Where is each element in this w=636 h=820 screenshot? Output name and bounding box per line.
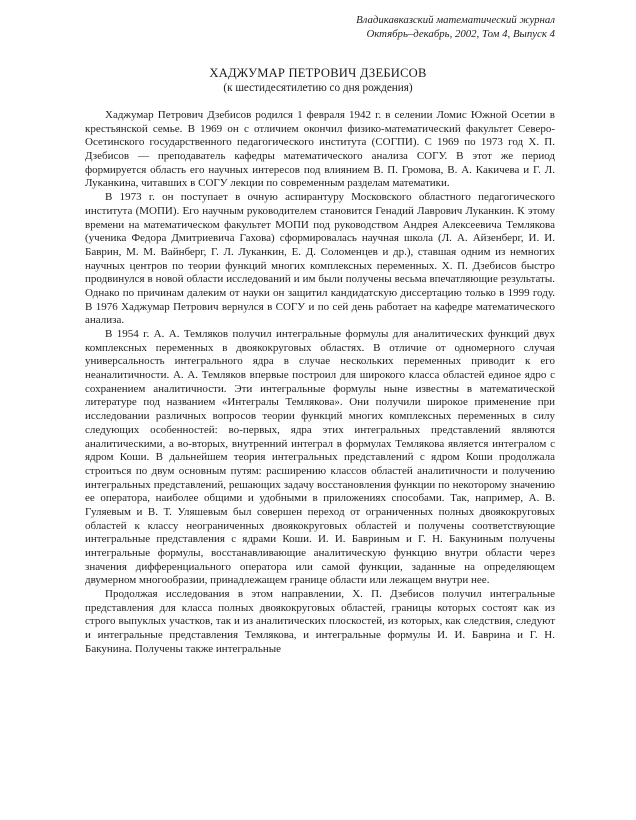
journal-issue-info: Октябрь–декабрь, 2002, Том 4, Выпуск 4 [366, 28, 555, 40]
article-paragraph: В 1954 г. А. А. Темляков получил интегральные формулы для аналитических функций двух комплексных переменных в двоякокруговых областях. В отличие от одномерного случая универсальность интегрального ядра в случае нескольких переменных приводит к его неаналитичности. А. А. Темляков впервые построил для широкого класса областей единое ядро с сохранением аналитичности. Эти интегральные формулы ныне известны в математической литературе под названием «Интегралы Темлякова». Они получили широкое применение при исследовании различных вопросов теории функций многих комплексных переменных в силу следующих особенностей: во-первых, ядра этих интегральных представлений являются аналитическими, а во-вторых, внутренний интеграл в формулах Темлякова является интегралом с ядром Коши. В дальнейшем теория интегральных представлений с ядром Коши продолжала строиться по двум основным путям: расширению классов областей аналитичности и получению интегральных представлений, решающих задачу восстановления функции по некоторому значению ее оператора, наиболее общими и удобными в приложениях способами. Так, например, А. В. Гуляевым и В. Т. Уляшевым был совершен переход от ограниченных полных двоякокруговых областей к классу неограниченных двоякокруговых областей и получены соответствующие интегральные представления с ядрами Коши. И. И. Бавриным и Г. Н. Бакуниным получены интегральные формулы, восстанавливающие аналитическую функцию внутри области через значения дифференциального оператора или самой функции, заданные на определяющем двумерном многообразии, принадлежащем границе области или лежащем внутри нее. [85, 328, 555, 587]
article-title-block [0, 66, 636, 95]
article-paragraph: Продолжая исследования в этом направлении, Х. П. Дзебисов получил интегральные представления для класса полных двоякокруговых областей, границы которых состоят как из строго выпуклых участков, так и из аналитических плоскостей, из которых, как следствия, следуют и интегральные представления Темлякова, и интегральные формулы И. И. Баврина и Г. Н. Бакунина. Получены также интегральные [85, 588, 555, 655]
article-title: ХАДЖУМАР ПЕТРОВИЧ ДЗЕБИСОВ [209, 66, 427, 80]
article-paragraph: Хаджумар Петрович Дзебисов родился 1 февраля 1942 г. в селении Ломис Южной Осетии в крестьянской семье. В 1969 он с отличием окончил физико-математический факультет Северо-Осетинского государственного педагогического института (СОГПИ). С 1969 по 1973 год Х. П. Дзебисов — преподаватель кафедры математического анализа СОГУ. В этот же период формируется область его научных интересов под влиянием В. П. Громова, В. А. Какичева и Г. Л. Луканкина, читавших в СОГУ лекции по современным разделам математики. [85, 109, 555, 190]
journal-title: Владикавказский математический журнал [356, 14, 555, 26]
article-paragraph: В 1973 г. он поступает в очную аспирантуру Московского областного педагогического института (МОПИ). Его научным руководителем становится Генадий Лаврович Луканкин. К этому времени на математическом факультет МОПИ под руководством Андрея Алексеевича Темлякова (ученика Федора Дмитриевича Гахова) сформировалась научная школа (Л. А. Айзенберг, И. И. Баврин, М. М. Вайнберг, Г. Л. Луканкин, Е. Д. Соломенцев и др.), ставшая одним из немногих научных центров по теории функций многих комплексных переменных. Х. П. Дзебисов быстро продвинулся в новой области исследований и им были получены весьма впечатляющие результаты. Однако по причинам далеким от науки он защитил кандидатскую диссертацию только в 1999 году. В 1976 Хаджумар Петрович вернулся в СОГУ и по сей день работает на кафедре математического анализа. [85, 191, 555, 327]
article-subtitle: (к шестидесятилетию со дня рождения) [223, 82, 413, 94]
article-body [85, 109, 555, 657]
journal-header [0, 0, 555, 41]
